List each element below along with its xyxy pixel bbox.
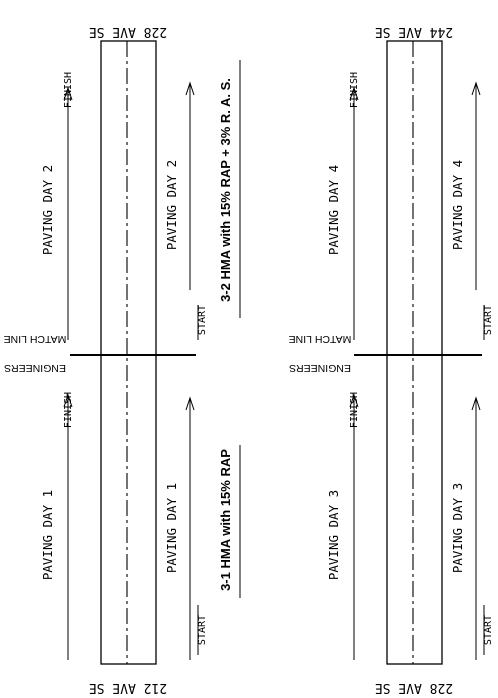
left-lower-finish-label: FINISH <box>63 391 74 429</box>
left-lower-paving-day-left: PAVING DAY 1 <box>40 489 55 581</box>
right-lower-paving-day-right: PAVING DAY 3 <box>450 482 465 574</box>
right-match-line-label: MATCH LINE <box>288 333 352 345</box>
left-lower-paving-day-right: PAVING DAY 1 <box>164 482 179 574</box>
right-lower-paving-day-left: PAVING DAY 3 <box>326 489 341 581</box>
right-lower-start-label: START <box>483 614 494 646</box>
lower-mix-label: 3-1 HMA with 15% RAP <box>218 449 233 591</box>
left-upper-finish-label: FINISH <box>63 71 74 109</box>
right-engineers-label: ENGINEERS <box>289 362 351 374</box>
right-upper-paving-day-left: PAVING DAY 4 <box>326 164 341 256</box>
left-engineers-label: ENGINEERS <box>4 362 66 374</box>
right-upper-paving-day-right: PAVING DAY 4 <box>450 159 465 251</box>
right-top-street-label: 244 AVE SE <box>374 24 454 39</box>
right-upper-finish-label: FINISH <box>349 71 360 109</box>
left-lower-start-label: START <box>197 614 208 646</box>
right-bottom-street-label: 228 AVE SE <box>374 680 454 695</box>
right-lower-finish-label: FINISH <box>349 391 360 429</box>
left-upper-paving-day-left: PAVING DAY 2 <box>40 164 55 256</box>
left-match-line-label: MATCH LINE <box>3 333 67 345</box>
left-top-street-label: 228 AVE SE <box>88 24 168 39</box>
left-bottom-street-label: 212 AVE SE <box>88 680 168 695</box>
left-upper-start-label: START <box>197 304 208 336</box>
upper-mix-label: 3-2 HMA with 15% RAP + 3% R. A. S. <box>218 78 233 302</box>
right-upper-start-label: START <box>483 304 494 336</box>
left-upper-paving-day-right: PAVING DAY 2 <box>164 159 179 251</box>
